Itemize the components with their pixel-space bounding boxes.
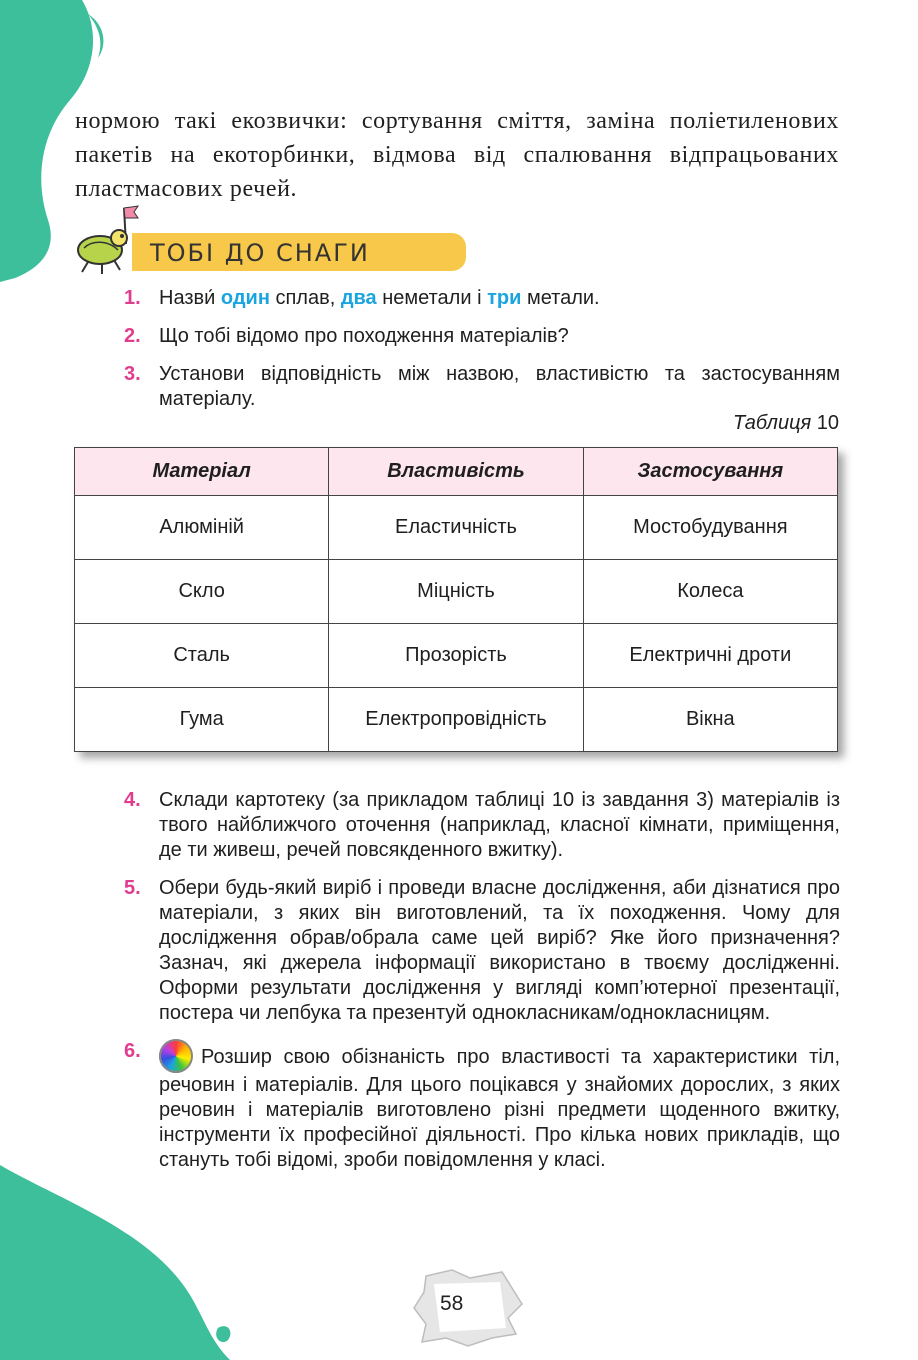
table-cell: Електричні дроти <box>583 624 837 688</box>
table-cell: Вікна <box>583 688 837 752</box>
task-text: Склади картотеку (за прикладом таблиці 10 із завдання 3) матеріалів із твого найближчого оточення (наприклад, класної кімнати, приміщення, де ти живеш, речей повсякденного вжитку). <box>159 789 840 861</box>
table-cell: Гума <box>75 688 329 752</box>
task-text: Установи відповідність між назвою, властивістю та застосуванням матеріалу. <box>159 363 840 410</box>
text-run: неметали і <box>376 287 488 309</box>
task-item <box>124 324 840 349</box>
task-text-with-icon <box>159 1039 840 1173</box>
table-cell: Мостобудування <box>583 496 837 560</box>
task-number: 5. <box>124 877 141 899</box>
highlight-word: три <box>487 287 522 309</box>
table-cell: Колеса <box>583 560 837 624</box>
table-cell: Сталь <box>75 624 329 688</box>
task-number: 6. <box>124 1040 141 1062</box>
page-number: 58 <box>440 1292 464 1315</box>
teal-blob-bottom-left <box>0 1165 230 1360</box>
tasks-bottom <box>124 788 840 1173</box>
teal-drop-bottom <box>216 1326 230 1342</box>
text-run: Назви́ <box>159 287 221 309</box>
task-text: Що тобі відомо про походження матеріалів? <box>159 325 569 347</box>
tasks-top <box>124 286 840 412</box>
intro-paragraph: нормою такі екозвички: сортування сміття, заміна поліетиленових пакетів на екоторбинки, відмова від спалювання відпрацьованих пластмасових речей. <box>75 108 839 202</box>
table-header-row <box>75 448 838 496</box>
table-cell: Міцність <box>329 560 583 624</box>
table-caption <box>733 412 839 435</box>
highlight-word: один <box>220 287 270 309</box>
section-title: ТОБІ ДО СНАГИ <box>150 239 370 267</box>
task-number: 2. <box>124 325 141 347</box>
task-text <box>159 286 840 311</box>
table-cell: Скло <box>75 560 329 624</box>
bug-with-flag-icon <box>72 200 152 280</box>
table-cell: Алюміній <box>75 496 329 560</box>
text-run: сплав, <box>269 287 341 309</box>
table-cell: Прозорість <box>329 624 583 688</box>
task-text: Розшир свою обізнаність про властивості та характеристики тіл, речовин і матеріалів. Для цього поцікався у знайомих дорослих, з яких речовин і матеріалів виготовлено різні предмети щоденного вжитку, інструменти їх професійної діяльності. Про кілька нових прикладів, що стануть тобі відомі, зроби повідомлення у класі. <box>159 1046 840 1171</box>
task-text: Обери будь-який виріб і проведи власне дослідження, аби дізнатися про матеріали, з яких він виготовлений, та їх походження. Чому для дослідження обрав/обрала саме цей виріб? Яке його призначення? Зазнач, які джерела інформації використано в твоєму дослідженні. Оформи результати дослідження у вигляді комп’ютерної презентації, постера чи лепбука та презентуй однокласникам/однокласницям. <box>159 877 840 1024</box>
table-cell: Еластичність <box>329 496 583 560</box>
task-item <box>124 286 840 311</box>
header-cell: Властивість <box>329 448 583 496</box>
highlight-word: два <box>340 287 377 309</box>
table-cell: Електропровідність <box>329 688 583 752</box>
task-item <box>124 362 840 412</box>
task-item <box>124 1039 840 1173</box>
text-run: метали. <box>521 287 600 309</box>
caption-number: 10 <box>816 412 839 434</box>
task-number: 1. <box>124 287 141 309</box>
table-row <box>75 560 838 624</box>
color-wheel-icon <box>159 1039 193 1073</box>
table-row <box>75 496 838 560</box>
task-number: 3. <box>124 363 141 385</box>
task-number: 4. <box>124 789 141 811</box>
table-row <box>75 688 838 752</box>
materials-table <box>74 447 838 752</box>
page-number-badge <box>412 1268 524 1348</box>
task-item <box>124 788 840 863</box>
header-cell: Матеріал <box>75 448 329 496</box>
header-cell: Застосування <box>583 448 837 496</box>
task-item <box>124 876 840 1026</box>
caption-label: Таблиця <box>732 412 812 434</box>
section-heading <box>72 200 402 280</box>
table-row <box>75 624 838 688</box>
